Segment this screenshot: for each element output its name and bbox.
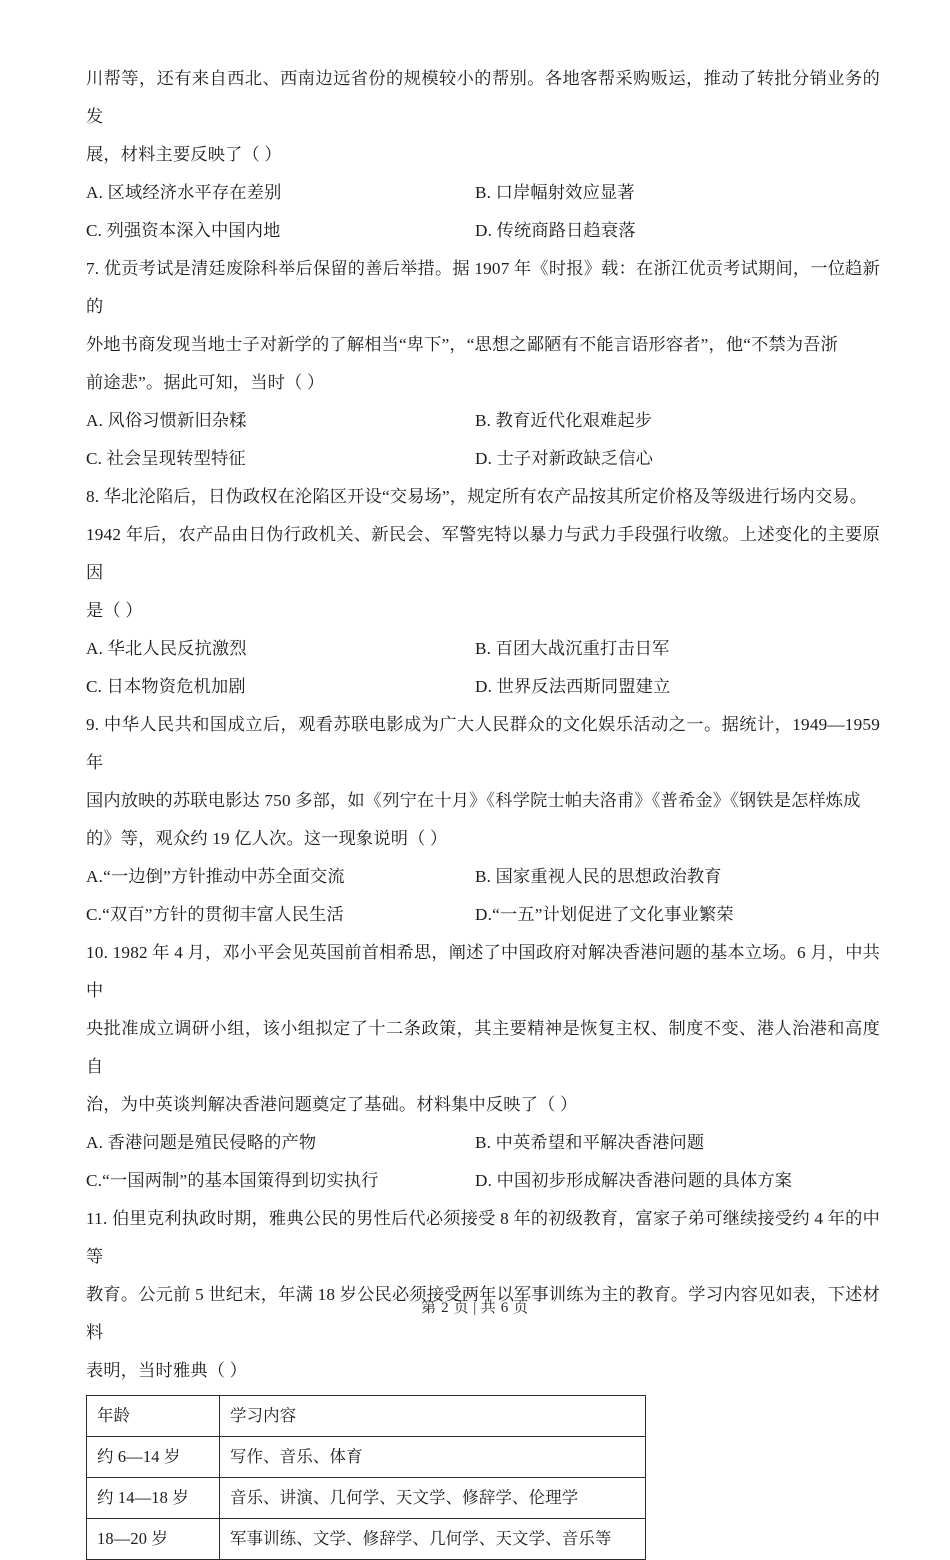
option-b[interactable]: B. 中英希望和平解决香港问题: [475, 1133, 705, 1152]
question-10-stem-line-3: 治，为中英谈判解决香港问题奠定了基础。材料集中反映了（ ）: [86, 1095, 578, 1114]
continued-question-options: [86, 174, 880, 250]
option-c[interactable]: C.“双百”方针的贯彻丰富人民生活: [86, 905, 344, 924]
option-d[interactable]: D. 士子对新政缺乏信心: [475, 449, 654, 468]
option-row: [86, 440, 880, 478]
option-c[interactable]: C.“一国两制”的基本国策得到切实执行: [86, 1171, 379, 1190]
option-a[interactable]: A. 华北人民反抗激烈: [86, 639, 247, 658]
option-row: [86, 402, 880, 440]
page-footer: [0, 1296, 950, 1317]
question-11-stem-line-3: 表明，当时雅典（ ）: [86, 1361, 247, 1380]
table-cell-age: 约 14—18 岁: [87, 1478, 220, 1519]
table-row: [87, 1437, 646, 1478]
option-row: [86, 1124, 880, 1162]
table-cell-age: 约 6—14 岁: [87, 1437, 220, 1478]
table-header-age: 年龄: [87, 1396, 220, 1437]
question-8-stem-line-1: 8. 华北沦陷后，日伪政权在沦陷区开设“交易场”，规定所有农产品按其所定价格及等级进行场内交易。: [86, 487, 868, 506]
question-7-block: [86, 250, 880, 478]
question-7-stem-line-1: 7. 优贡考试是清廷废除科举后保留的善后举措。据 1907 年《时报》载：在浙江优贡考试期间，一位趋新的: [86, 259, 880, 316]
option-c[interactable]: C. 社会呈现转型特征: [86, 449, 246, 468]
option-row: [86, 174, 880, 212]
footer-current-page: 第 2 页: [421, 1300, 470, 1316]
option-c[interactable]: C. 列强资本深入中国内地: [86, 221, 281, 240]
table-cell-content: 军事训练、文学、修辞学、几何学、天文学、音乐等: [220, 1519, 646, 1560]
question-10-stem-line-1: 10. 1982 年 4 月，邓小平会见英国前首相希思，阐述了中国政府对解决香港问题的基本立场。6 月，中共中: [86, 943, 880, 1000]
question-9-stem-line-3: 的》等，观众约 19 亿人次。这一现象说明（ ）: [86, 829, 448, 848]
question-11-block: [86, 1200, 880, 1390]
continued-question-stem-line-1: 川帮等，还有来自西北、西南边远省份的规模较小的帮别。各地客帮采购贩运，推动了转批分销业务的发: [86, 69, 880, 126]
question-11-stem-line-1: 11. 伯里克利执政时期，雅典公民的男性后代必须接受 8 年的初级教育，富家子弟可继续接受约 4 年的中等: [86, 1209, 880, 1266]
option-b[interactable]: B. 教育近代化艰难起步: [475, 411, 653, 430]
option-d[interactable]: D. 世界反法西斯同盟建立: [475, 677, 671, 696]
option-d[interactable]: D.“一五”计划促进了文化事业繁荣: [475, 905, 734, 924]
question-7-stem-line-3: 前途悲”。据此可知，当时（ ）: [86, 373, 325, 392]
question-8-block: [86, 478, 880, 706]
footer-total-pages: 共 6 页: [480, 1300, 529, 1316]
option-row: [86, 896, 880, 934]
continued-question-block: [86, 60, 880, 250]
learning-content-table: [86, 1395, 646, 1560]
question-8-stem-line-3: 是（ ）: [86, 601, 143, 620]
table-cell-age: 18—20 岁: [87, 1519, 220, 1560]
question-11-stem-line-2: 教育。公元前 5 世纪末，年满 18 岁公民必须接受两年以军事训练为主的教育。学习内容见如表，下述材料: [86, 1285, 880, 1342]
option-row: [86, 630, 880, 668]
option-d[interactable]: D. 中国初步形成解决香港问题的具体方案: [475, 1171, 793, 1190]
question-7-stem-line-2: 外地书商发现当地士子对新学的了解相当“卑下”，“思想之鄙陋有不能言语形容者”，他“不禁为吾浙: [86, 335, 839, 354]
table-header-row: [87, 1396, 646, 1437]
question-9-stem-line-1: 9. 中华人民共和国成立后，观看苏联电影成为广大人民群众的文化娱乐活动之一。据统计，1949—1959 年: [86, 715, 880, 772]
option-row: [86, 858, 880, 896]
option-b[interactable]: B. 百团大战沉重打击日军: [475, 639, 670, 658]
question-7-options: [86, 402, 880, 478]
option-row: [86, 668, 880, 706]
continued-question-stem-line-2: 展，材料主要反映了（ ）: [86, 145, 282, 164]
footer-separator: |: [473, 1300, 477, 1316]
option-row: [86, 212, 880, 250]
option-a[interactable]: A.“一边倒”方针推动中苏全面交流: [86, 867, 345, 886]
option-row: [86, 1162, 880, 1200]
question-10-stem-line-2: 央批准成立调研小组，该小组拟定了十二条政策，其主要精神是恢复主权、制度不变、港人治港和高度自: [86, 1019, 880, 1076]
learning-content-table-wrapper: [86, 1395, 880, 1560]
question-9-block: [86, 706, 880, 934]
table-row: [87, 1519, 646, 1560]
question-8-stem-line-2: 1942 年后，农产品由日伪行政机关、新民会、军警宪特以暴力与武力手段强行收缴。上述变化的主要原因: [86, 525, 880, 582]
option-d[interactable]: D. 传统商路日趋衰落: [475, 221, 636, 240]
question-9-options: [86, 858, 880, 934]
table-cell-content: 音乐、讲演、几何学、天文学、修辞学、伦理学: [220, 1478, 646, 1519]
option-a[interactable]: A. 香港问题是殖民侵略的产物: [86, 1133, 317, 1152]
option-b[interactable]: B. 国家重视人民的思想政治教育: [475, 867, 722, 886]
option-a[interactable]: A. 区域经济水平存在差别: [86, 183, 282, 202]
table-header-content: 学习内容: [220, 1396, 646, 1437]
question-9-stem-line-2: 国内放映的苏联电影达 750 多部，如《列宁在十月》《科学院士帕夫洛甫》《普希金》《钢铁是怎样炼成: [86, 791, 861, 810]
question-8-options: [86, 630, 880, 706]
table-row: [87, 1478, 646, 1519]
question-10-options: [86, 1124, 880, 1200]
option-b[interactable]: B. 口岸幅射效应显著: [475, 183, 635, 202]
option-a[interactable]: A. 风俗习惯新旧杂糅: [86, 411, 247, 430]
option-c[interactable]: C. 日本物资危机加剧: [86, 677, 246, 696]
table-cell-content: 写作、音乐、体育: [220, 1437, 646, 1478]
question-10-block: [86, 934, 880, 1200]
